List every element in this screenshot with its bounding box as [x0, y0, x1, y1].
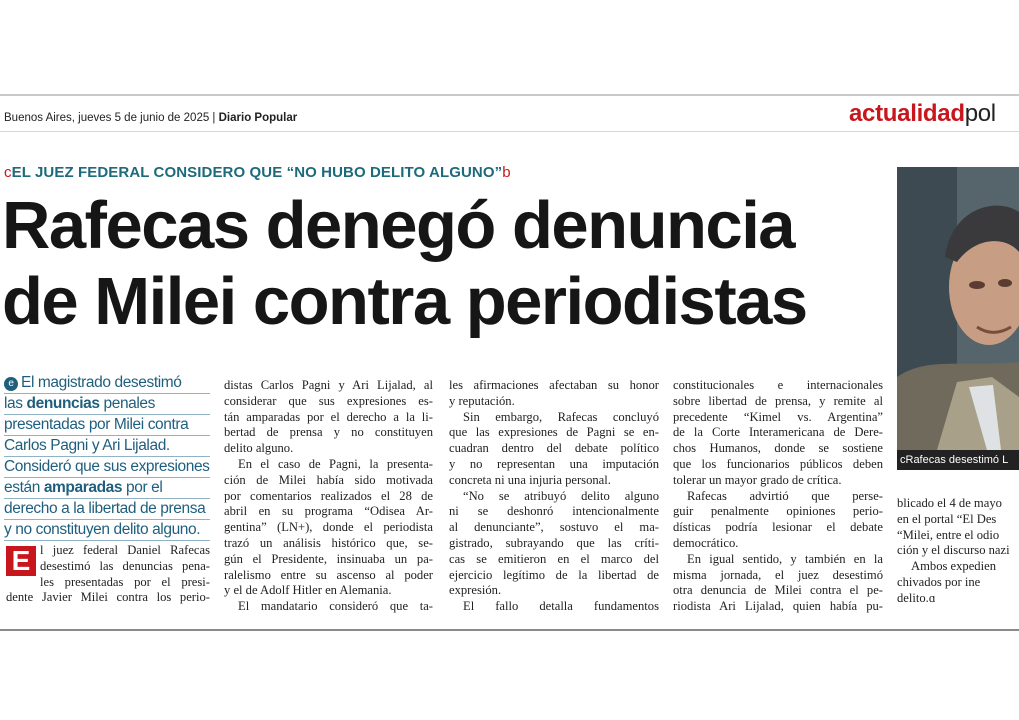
article-column-3	[449, 378, 659, 615]
kicker	[4, 164, 511, 181]
photo-caption: cRafecas desestimó L	[897, 450, 1019, 470]
article-line: concreta ni una injuria personal.	[449, 472, 611, 487]
article-line: “No se atribuyó delito alguno	[463, 488, 659, 503]
article-line: les afirmaciones afectaban su honor	[449, 378, 659, 392]
drop-cap: E	[6, 546, 36, 576]
article-line: tán amparadas por el derecho a la li-	[224, 409, 433, 424]
article-line: riodista Ari Lijalad, quien había pu-	[673, 599, 883, 614]
article-line: democrático.	[673, 535, 739, 550]
article-line: En el caso de Pagni, la presenta-	[238, 456, 433, 471]
section-main: actualidad	[849, 100, 965, 127]
kicker-close-mark: b	[502, 164, 511, 181]
article-line: gistrado, subrayando que las críti-	[449, 535, 659, 550]
summary-line	[4, 394, 210, 415]
article-line: En igual sentido, y también en la	[687, 551, 883, 566]
summary-line: Carlos Pagni y Ari Lijalad.	[4, 436, 210, 457]
article-line: constitucionales e internacionales	[673, 378, 883, 392]
article-line: guir penalmente opiniones perio-	[673, 504, 883, 519]
article-line: ralelismo entre su ascenso al poder	[224, 567, 433, 582]
header-top-rule	[0, 94, 1019, 96]
summary-line: derecho a la libertad de prensa	[4, 499, 210, 520]
article-line: trazó un análisis histórico que, se-	[224, 535, 433, 550]
summary-text: las	[4, 395, 27, 412]
article-line: l juez federal Daniel Rafecas	[40, 543, 210, 557]
article-line: ción de Milei había sido motivada	[224, 472, 433, 487]
article-line: ejercicio legítimo de la libertad de	[449, 567, 659, 582]
article-line: “Milei, entre el odio	[897, 527, 1000, 542]
kicker-text: EL JUEZ FEDERAL CONSIDERO QUE “NO HUBO DELITO ALGUNO”	[11, 164, 503, 181]
article-column-4	[673, 378, 883, 615]
article-line: delito.ɑ	[897, 590, 936, 605]
article-line: bertad de prensa y no constituyen	[224, 425, 433, 440]
article-line: de la Corte Interamericana de Dere-	[673, 425, 883, 440]
judge-portrait-image	[897, 167, 1019, 450]
kicker-open-mark: c	[4, 164, 12, 181]
section-sub: pol	[964, 100, 996, 127]
article-line: desestimó las denuncias pena-	[40, 558, 210, 573]
article-column-5	[897, 496, 1019, 607]
summary-box	[4, 373, 210, 541]
article-line: chos Humanos, donde se sostiene	[673, 441, 883, 456]
judge-photo	[897, 167, 1019, 450]
summary-line: presentadas por Milei contra	[4, 415, 210, 436]
article-line: y reputación.	[449, 393, 515, 408]
article-line: blicado el 4 de mayo	[897, 496, 1002, 510]
article-line: Sin embargo, Rafecas concluyó	[463, 409, 659, 424]
article-line: que las expresiones de Pagni se en-	[449, 425, 659, 440]
summary-text: penales	[99, 395, 155, 412]
article-line: El mandatario consideró que ta-	[238, 599, 433, 614]
article-line: chivados por ine	[897, 574, 981, 589]
article-line: sobre libertad de prensa, y remite al	[673, 393, 883, 408]
article-line: dente Javier Milei contra los perio-	[6, 590, 210, 605]
article-line: cas se emitieron en el marco del	[449, 551, 659, 566]
summary-line	[4, 373, 210, 394]
headline-line-2: de Milei contra periodistas	[2, 264, 807, 339]
dateline-text: Buenos Aires, jueves 5 de junio de 2025 |	[4, 112, 216, 124]
article-line: les presentadas por el presi-	[40, 574, 210, 589]
article-line: distas Carlos Pagni y Ari Lijalad, al	[224, 378, 433, 392]
article-column-2	[224, 378, 433, 615]
dateline	[4, 112, 297, 124]
article-line: otra denuncia de Milei contra el pe-	[673, 583, 883, 598]
article-line: tolerar un mayor grado de crítica.	[673, 472, 842, 487]
headline-line-1: Rafecas denegó denuncia	[2, 188, 795, 263]
article-line: cuadran dentro del debate político	[449, 441, 659, 456]
article-line: abril en su programa “Odisea Ar-	[224, 504, 433, 519]
summary-text: por el	[122, 479, 163, 496]
summary-line	[4, 478, 210, 499]
page-bottom-rule	[0, 629, 1019, 631]
article-line: gún el Presidente, insinuaba un pa-	[224, 551, 433, 566]
summary-line: Consideró que sus expresiones	[4, 457, 210, 478]
article-column-1	[6, 543, 210, 606]
summary-text: están	[4, 479, 44, 496]
paper-name: Diario Popular	[218, 112, 298, 124]
article-line: ción y el discurso nazi	[897, 543, 1010, 558]
article-line: misma jornada, el juez desestimó	[673, 567, 883, 582]
article-line: que los funcionarios públicos deben	[673, 456, 883, 471]
article-line: y el de Adolf Hitler en Alemania.	[224, 583, 392, 598]
article-line: gentina” (LN+), donde el periodista	[224, 520, 433, 535]
headline	[2, 188, 882, 340]
summary-text: El magistrado desestimó	[21, 374, 182, 391]
section-label	[849, 100, 996, 128]
article-line: expresión.	[449, 583, 502, 598]
header-bottom-rule	[0, 131, 1019, 132]
article-line: al denunciante”, sostuvo el ma-	[449, 520, 659, 535]
article-line: Rafecas advirtió que perse-	[687, 488, 883, 503]
summary-bullet-icon: e	[4, 377, 18, 391]
summary-emphasis: denuncias	[26, 395, 100, 412]
article-line: y no representan una imputación	[449, 456, 659, 471]
summary-emphasis: amparadas	[43, 479, 123, 496]
article-line: dísticas podría lesionar el debate	[673, 520, 883, 535]
summary-line: y no constituyen delito alguno.	[4, 520, 210, 541]
article-line: por comentarios realizados el 28 de	[224, 488, 433, 503]
article-line: considerar que sus expresiones es-	[224, 393, 433, 408]
article-line: precedente “Kimel vs. Argentina”	[673, 409, 883, 424]
article-line: en el portal “El Des	[897, 511, 997, 526]
article-line: El fallo detalla fundamentos	[463, 599, 659, 614]
article-line: delito alguno.	[224, 441, 294, 456]
article-line: ni se deshonró intencionalmente	[449, 504, 659, 519]
article-line: Ambos expedien	[911, 559, 996, 574]
